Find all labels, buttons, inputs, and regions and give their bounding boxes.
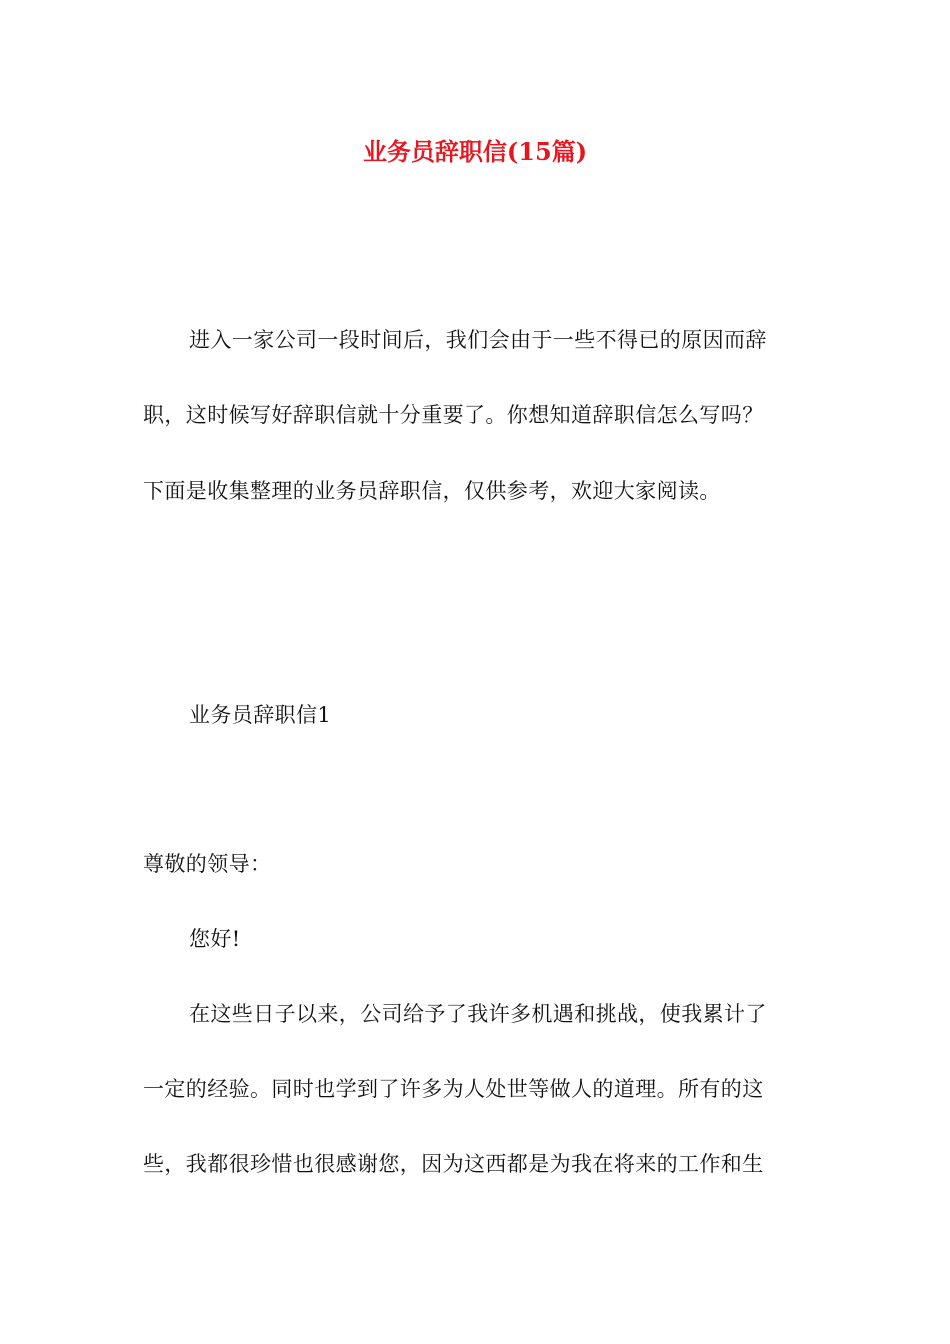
body-line-2: 一定的经验。同时也学到了许多为人处世等做人的道理。所有的这 [143,1077,764,1101]
salutation: 尊敬的领导： [143,852,272,876]
intro-line-3: 下面是收集整理的业务员辞职信，仅供参考，欢迎大家阅读。 [143,479,721,503]
section-heading: 业务员辞职信1 [189,703,332,727]
intro-line-1: 进入一家公司一段时间后，我们会由于一些不得已的原因而辞 [189,328,767,352]
document-title: 业务员辞职信(15篇) [362,137,588,166]
body-line-3: 些，我都很珍惜也很感谢您，因为这西都是为我在将来的工作和生 [143,1152,764,1176]
intro-line-2: 职，这时候写好辞职信就十分重要了。你想知道辞职信怎么写吗？ [143,403,764,427]
greeting: 您好! [189,927,241,951]
body-line-1: 在这些日子以来，公司给予了我许多机遇和挑战，使我累计了 [189,1002,767,1026]
